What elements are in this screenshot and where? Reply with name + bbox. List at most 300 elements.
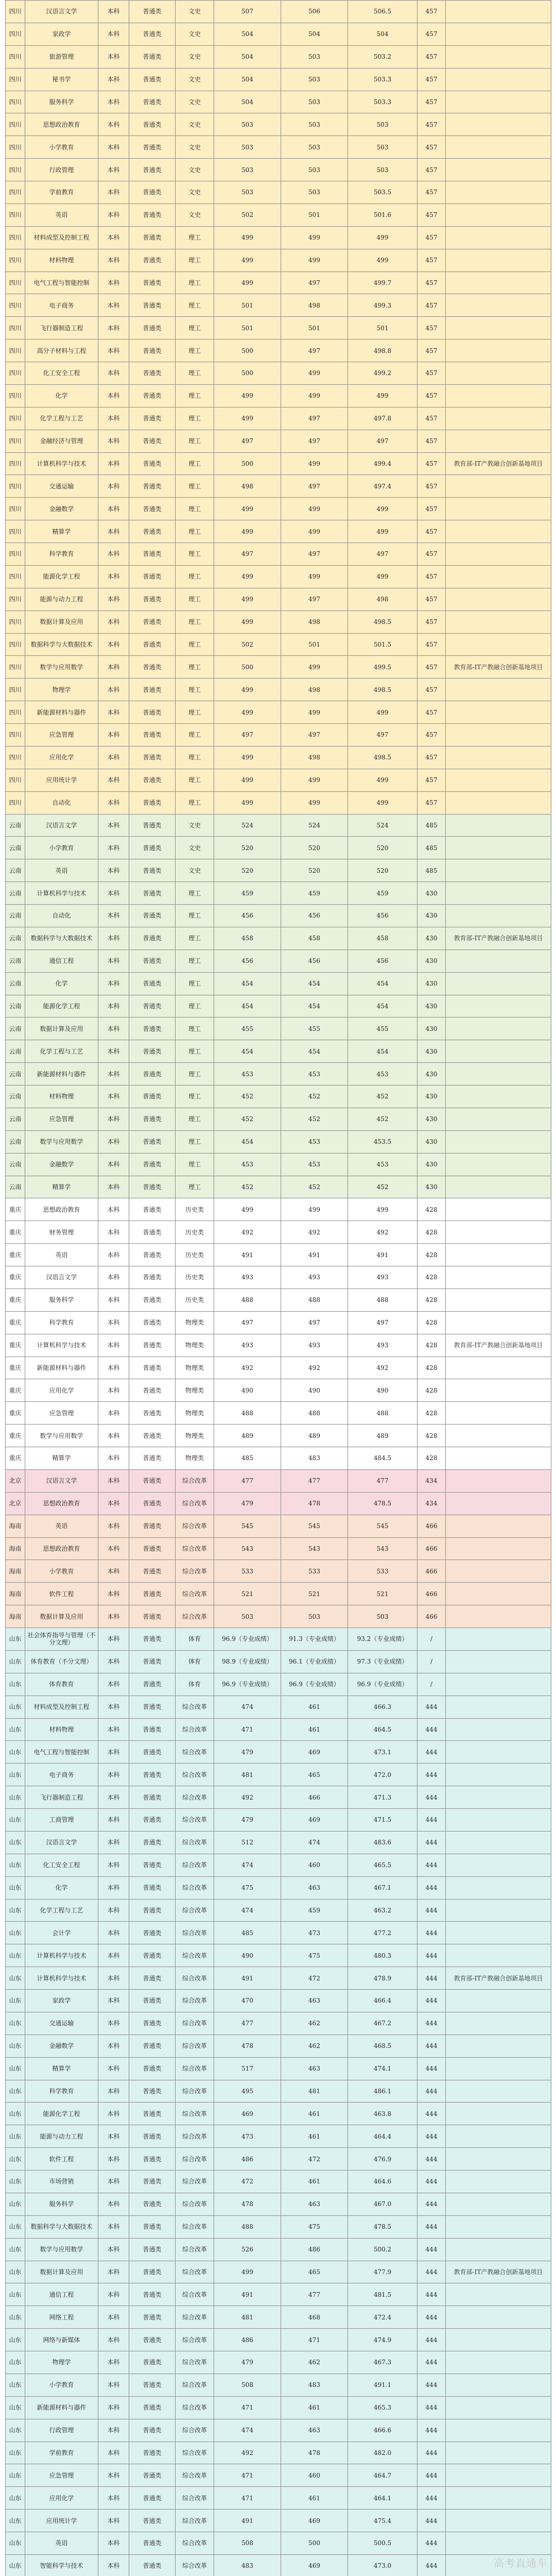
table-row bbox=[6, 1741, 551, 1764]
major-cell: 小学教育 bbox=[25, 1560, 98, 1583]
subject-cell: 综合改革 bbox=[176, 2532, 214, 2555]
major-cell: 工商管理 bbox=[25, 1809, 98, 1832]
type-cell: 普通类 bbox=[129, 1967, 176, 1990]
major-cell: 化工安全工程 bbox=[25, 1854, 98, 1876]
note-cell bbox=[446, 1831, 551, 1854]
control-line-cell: 444 bbox=[418, 2442, 446, 2464]
score-cell-1: 492 bbox=[214, 1786, 281, 1809]
score-cell-1: 486 bbox=[214, 2148, 281, 2171]
table-row bbox=[6, 1153, 551, 1176]
score-cell-3: 499 bbox=[348, 791, 418, 814]
province-cell: 四川 bbox=[6, 45, 25, 68]
score-cell-2: 501 bbox=[281, 317, 348, 340]
table-row bbox=[6, 1854, 551, 1876]
score-cell-2: 499 bbox=[281, 656, 348, 679]
score-cell-2: 503 bbox=[281, 91, 348, 113]
score-cell-2: 498 bbox=[281, 294, 348, 317]
type-cell: 普通类 bbox=[129, 1153, 176, 1176]
subject-cell: 理工 bbox=[176, 565, 214, 588]
table-row bbox=[6, 1425, 551, 1447]
note-cell bbox=[446, 2419, 551, 2442]
major-cell: 学前教育 bbox=[25, 181, 98, 204]
note-cell bbox=[446, 1515, 551, 1537]
note-cell bbox=[446, 91, 551, 113]
table-row bbox=[6, 1447, 551, 1470]
control-line-cell: 444 bbox=[418, 2464, 446, 2487]
type-cell: 普通类 bbox=[129, 2238, 176, 2261]
major-cell: 数据科学与大数据技术 bbox=[25, 633, 98, 656]
subject-cell: 综合改革 bbox=[176, 1876, 214, 1899]
score-cell-1: 499 bbox=[214, 1198, 281, 1221]
score-cell-3: 477 bbox=[348, 1469, 418, 1492]
type-cell: 普通类 bbox=[129, 905, 176, 927]
level-cell: 本科 bbox=[98, 1221, 129, 1244]
table-row bbox=[6, 2080, 551, 2103]
score-cell-3: 492 bbox=[348, 1357, 418, 1379]
score-cell-3: 499.4 bbox=[348, 452, 418, 475]
province-cell: 山东 bbox=[6, 2510, 25, 2532]
score-cell-2: 499 bbox=[281, 498, 348, 520]
note-cell bbox=[446, 611, 551, 633]
control-line-cell: 430 bbox=[418, 927, 446, 950]
province-cell: 四川 bbox=[6, 136, 25, 159]
score-cell-2: 497 bbox=[281, 724, 348, 747]
control-line-cell: 457 bbox=[418, 588, 446, 611]
note-cell bbox=[446, 23, 551, 45]
control-line-cell: 428 bbox=[418, 1221, 446, 1244]
level-cell: 本科 bbox=[98, 1176, 129, 1198]
note-cell bbox=[446, 384, 551, 407]
score-cell-2: 483 bbox=[281, 1447, 348, 1470]
subject-cell: 理工 bbox=[176, 701, 214, 724]
control-line-cell: 457 bbox=[418, 340, 446, 362]
note-cell bbox=[446, 249, 551, 272]
major-cell: 汉语言文学 bbox=[25, 1831, 98, 1854]
major-cell: 小学教育 bbox=[25, 837, 98, 859]
major-cell: 网络工程 bbox=[25, 2306, 98, 2329]
major-cell: 小学教育 bbox=[25, 2374, 98, 2396]
control-line-cell: 457 bbox=[418, 746, 446, 769]
major-cell: 数据科学与大数据技术 bbox=[25, 2215, 98, 2238]
score-cell-2: 474 bbox=[281, 1831, 348, 1854]
major-cell: 电子商务 bbox=[25, 294, 98, 317]
score-cell-1: 499 bbox=[214, 407, 281, 430]
control-line-cell: 457 bbox=[418, 656, 446, 679]
province-cell: 四川 bbox=[6, 452, 25, 475]
score-cell-2: 490 bbox=[281, 1379, 348, 1402]
table-row bbox=[6, 1944, 551, 1967]
control-line-cell: 457 bbox=[418, 294, 446, 317]
type-cell: 普通类 bbox=[129, 2057, 176, 2080]
score-cell-1: 497 bbox=[214, 1311, 281, 1334]
score-cell-3: 504 bbox=[348, 23, 418, 45]
score-cell-1: 452 bbox=[214, 1176, 281, 1198]
province-cell: 四川 bbox=[6, 204, 25, 226]
score-cell-1: 479 bbox=[214, 1809, 281, 1832]
score-cell-3: 467.1 bbox=[348, 1876, 418, 1899]
control-line-cell: 430 bbox=[418, 995, 446, 1018]
province-cell: 山东 bbox=[6, 2057, 25, 2080]
subject-cell: 综合改革 bbox=[176, 1718, 214, 1741]
province-cell: 四川 bbox=[6, 384, 25, 407]
score-cell-2: 503 bbox=[281, 181, 348, 204]
level-cell: 本科 bbox=[98, 588, 129, 611]
table-row bbox=[6, 2442, 551, 2464]
note-cell bbox=[446, 2396, 551, 2419]
type-cell: 普通类 bbox=[129, 656, 176, 679]
note-cell bbox=[446, 1153, 551, 1176]
type-cell: 普通类 bbox=[129, 927, 176, 950]
subject-cell: 综合改革 bbox=[176, 1492, 214, 1515]
level-cell: 本科 bbox=[98, 430, 129, 452]
score-cell-1: 471 bbox=[214, 2464, 281, 2487]
score-cell-1: 471 bbox=[214, 2487, 281, 2510]
score-cell-3: 499.7 bbox=[348, 272, 418, 294]
score-cell-1: 521 bbox=[214, 1583, 281, 1605]
score-cell-1: 499 bbox=[214, 272, 281, 294]
level-cell: 本科 bbox=[98, 859, 129, 882]
score-cell-2: 459 bbox=[281, 1899, 348, 1922]
type-cell: 普通类 bbox=[129, 1809, 176, 1832]
score-cell-3: 498 bbox=[348, 588, 418, 611]
subject-cell: 理工 bbox=[176, 452, 214, 475]
subject-cell: 理工 bbox=[176, 882, 214, 905]
control-line-cell: 444 bbox=[418, 2487, 446, 2510]
score-cell-1: 456 bbox=[214, 950, 281, 972]
score-cell-1: 481 bbox=[214, 2306, 281, 2329]
major-cell: 交通运输 bbox=[25, 475, 98, 498]
note-cell bbox=[446, 791, 551, 814]
type-cell: 普通类 bbox=[129, 2396, 176, 2419]
control-line-cell: 457 bbox=[418, 113, 446, 136]
table-row bbox=[6, 701, 551, 724]
level-cell: 本科 bbox=[98, 1876, 129, 1899]
subject-cell: 理工 bbox=[176, 362, 214, 385]
score-cell-2: 492 bbox=[281, 1221, 348, 1244]
table-row bbox=[6, 1311, 551, 1334]
subject-cell: 综合改革 bbox=[176, 1764, 214, 1786]
province-cell: 山东 bbox=[6, 1831, 25, 1854]
level-cell: 本科 bbox=[98, 1786, 129, 1809]
note-cell bbox=[446, 226, 551, 249]
type-cell: 普通类 bbox=[129, 159, 176, 181]
score-cell-1: 500 bbox=[214, 362, 281, 385]
province-cell: 北京 bbox=[6, 1469, 25, 1492]
major-cell: 小学教育 bbox=[25, 136, 98, 159]
type-cell: 普通类 bbox=[129, 384, 176, 407]
type-cell: 普通类 bbox=[129, 2035, 176, 2057]
score-cell-1: 501 bbox=[214, 294, 281, 317]
table-row bbox=[6, 905, 551, 927]
control-line-cell: 428 bbox=[418, 1402, 446, 1425]
province-cell: 四川 bbox=[6, 294, 25, 317]
province-cell: 山东 bbox=[6, 1650, 25, 1673]
subject-cell: 文史 bbox=[176, 181, 214, 204]
score-cell-3: 503.3 bbox=[348, 68, 418, 91]
level-cell: 本科 bbox=[98, 452, 129, 475]
province-cell: 山东 bbox=[6, 2419, 25, 2442]
major-cell: 科学教育 bbox=[25, 543, 98, 566]
table-row bbox=[6, 611, 551, 633]
table-row bbox=[6, 1, 551, 23]
score-cell-1: 493 bbox=[214, 1266, 281, 1289]
control-line-cell: / bbox=[418, 1673, 446, 1696]
type-cell: 普通类 bbox=[129, 317, 176, 340]
table-row bbox=[6, 1244, 551, 1266]
control-line-cell: 457 bbox=[418, 543, 446, 566]
major-cell: 软件工程 bbox=[25, 1583, 98, 1605]
type-cell: 普通类 bbox=[129, 2329, 176, 2351]
score-cell-1: 486 bbox=[214, 2329, 281, 2351]
province-cell: 山东 bbox=[6, 2554, 25, 2576]
table-row bbox=[6, 1876, 551, 1899]
subject-cell: 综合改革 bbox=[176, 2103, 214, 2125]
type-cell: 普通类 bbox=[129, 2103, 176, 2125]
table-row bbox=[6, 995, 551, 1018]
major-cell: 服务科学 bbox=[25, 91, 98, 113]
subject-cell: 物理类 bbox=[176, 1379, 214, 1402]
level-cell: 本科 bbox=[98, 2057, 129, 2080]
subject-cell: 综合改革 bbox=[176, 1583, 214, 1605]
province-cell: 四川 bbox=[6, 226, 25, 249]
table-row bbox=[6, 1560, 551, 1583]
major-cell: 精算学 bbox=[25, 1176, 98, 1198]
level-cell: 本科 bbox=[98, 701, 129, 724]
subject-cell: 文史 bbox=[176, 91, 214, 113]
control-line-cell: 457 bbox=[418, 384, 446, 407]
note-cell bbox=[446, 498, 551, 520]
level-cell: 本科 bbox=[98, 565, 129, 588]
score-cell-1: 499 bbox=[214, 249, 281, 272]
province-cell: 重庆 bbox=[6, 1221, 25, 1244]
level-cell: 本科 bbox=[98, 905, 129, 927]
subject-cell: 理工 bbox=[176, 249, 214, 272]
table-row bbox=[6, 2554, 551, 2576]
score-cell-1: 517 bbox=[214, 2057, 281, 2080]
table-row bbox=[6, 1515, 551, 1537]
table-row bbox=[6, 2148, 551, 2171]
table-row bbox=[6, 2171, 551, 2193]
score-cell-3: 521 bbox=[348, 1583, 418, 1605]
subject-cell: 物理类 bbox=[176, 1425, 214, 1447]
control-line-cell: 444 bbox=[418, 1696, 446, 1718]
score-cell-3: 498.5 bbox=[348, 746, 418, 769]
major-cell: 化学 bbox=[25, 1876, 98, 1899]
type-cell: 普通类 bbox=[129, 769, 176, 791]
note-cell bbox=[446, 2193, 551, 2215]
control-line-cell: 444 bbox=[418, 1944, 446, 1967]
level-cell: 本科 bbox=[98, 317, 129, 340]
major-cell: 电气工程与智能控制 bbox=[25, 1741, 98, 1764]
control-line-cell: 457 bbox=[418, 769, 446, 791]
type-cell: 普通类 bbox=[129, 1605, 176, 1628]
table-row bbox=[6, 1266, 551, 1289]
score-cell-1: 474 bbox=[214, 1899, 281, 1922]
score-cell-1: 497 bbox=[214, 724, 281, 747]
subject-cell: 综合改革 bbox=[176, 2554, 214, 2576]
score-cell-3: 497 bbox=[348, 724, 418, 747]
major-cell: 财务管理 bbox=[25, 1221, 98, 1244]
subject-cell: 综合改革 bbox=[176, 2215, 214, 2238]
table-row bbox=[6, 769, 551, 791]
note-cell bbox=[446, 407, 551, 430]
level-cell: 本科 bbox=[98, 1357, 129, 1379]
table-row bbox=[6, 384, 551, 407]
type-cell: 普通类 bbox=[129, 1018, 176, 1040]
score-cell-1: 533 bbox=[214, 1560, 281, 1583]
major-cell: 化学 bbox=[25, 972, 98, 995]
control-line-cell: 444 bbox=[418, 1922, 446, 1944]
score-cell-2: 500 bbox=[281, 2532, 348, 2555]
major-cell: 旅游管理 bbox=[25, 45, 98, 68]
score-cell-3: 497.4 bbox=[348, 475, 418, 498]
note-cell bbox=[446, 1605, 551, 1628]
control-line-cell: 428 bbox=[418, 1379, 446, 1402]
score-cell-3: 472.0 bbox=[348, 1764, 418, 1786]
score-cell-3: 497 bbox=[348, 430, 418, 452]
score-cell-3: 455 bbox=[348, 1018, 418, 1040]
score-cell-3: 453 bbox=[348, 1153, 418, 1176]
type-cell: 普通类 bbox=[129, 113, 176, 136]
score-cell-3: 468.5 bbox=[348, 2035, 418, 2057]
level-cell: 本科 bbox=[98, 1334, 129, 1357]
control-line-cell: 457 bbox=[418, 724, 446, 747]
note-cell bbox=[446, 340, 551, 362]
table-row bbox=[6, 430, 551, 452]
score-cell-3: 506.5 bbox=[348, 1, 418, 23]
subject-cell: 综合改革 bbox=[176, 2374, 214, 2396]
score-cell-1: 503 bbox=[214, 181, 281, 204]
score-cell-3: 545 bbox=[348, 1515, 418, 1537]
score-cell-3: 454 bbox=[348, 995, 418, 1018]
type-cell: 普通类 bbox=[129, 1990, 176, 2012]
score-cell-1: 503 bbox=[214, 1605, 281, 1628]
level-cell: 本科 bbox=[98, 2238, 129, 2261]
score-cell-2: 501 bbox=[281, 633, 348, 656]
score-cell-1: 459 bbox=[214, 882, 281, 905]
major-cell: 能源化学工程 bbox=[25, 2103, 98, 2125]
score-cell-2: 462 bbox=[281, 2351, 348, 2374]
control-line-cell: 444 bbox=[418, 2351, 446, 2374]
note-cell bbox=[446, 2035, 551, 2057]
score-cell-3: 472.4 bbox=[348, 2306, 418, 2329]
control-line-cell: 444 bbox=[418, 1899, 446, 1922]
score-cell-3: 533 bbox=[348, 1560, 418, 1583]
province-cell: 山东 bbox=[6, 1854, 25, 1876]
note-cell bbox=[446, 1379, 551, 1402]
province-cell: 山东 bbox=[6, 1899, 25, 1922]
type-cell: 普通类 bbox=[129, 1334, 176, 1357]
province-cell: 四川 bbox=[6, 475, 25, 498]
note-cell bbox=[446, 1086, 551, 1108]
score-cell-1: 478 bbox=[214, 2035, 281, 2057]
subject-cell: 体育 bbox=[176, 1628, 214, 1651]
table-row bbox=[6, 2261, 551, 2283]
table-row bbox=[6, 679, 551, 701]
score-cell-2: 492 bbox=[281, 1357, 348, 1379]
score-cell-2: 454 bbox=[281, 1040, 348, 1063]
score-cell-2: 452 bbox=[281, 1086, 348, 1108]
score-cell-1: 485 bbox=[214, 1922, 281, 1944]
subject-cell: 综合改革 bbox=[176, 2057, 214, 2080]
note-cell: 教育部-IT产教融合创新基地项目 bbox=[446, 1967, 551, 1990]
score-cell-2: 499 bbox=[281, 565, 348, 588]
score-cell-1: 543 bbox=[214, 1537, 281, 1560]
score-cell-1: 520 bbox=[214, 859, 281, 882]
subject-cell: 综合改革 bbox=[176, 1854, 214, 1876]
table-row bbox=[6, 1063, 551, 1086]
major-cell: 计算机科学与技术 bbox=[25, 452, 98, 475]
score-cell-2: 493 bbox=[281, 1334, 348, 1357]
province-cell: 四川 bbox=[6, 317, 25, 340]
subject-cell: 综合改革 bbox=[176, 2396, 214, 2419]
subject-cell: 理工 bbox=[176, 498, 214, 520]
province-cell: 云南 bbox=[6, 882, 25, 905]
table-row bbox=[6, 927, 551, 950]
score-cell-2: 469 bbox=[281, 2510, 348, 2532]
major-cell: 数据计算及应用 bbox=[25, 611, 98, 633]
level-cell: 本科 bbox=[98, 1537, 129, 1560]
table-row bbox=[6, 1628, 551, 1651]
table-row bbox=[6, 272, 551, 294]
control-line-cell: 444 bbox=[418, 2283, 446, 2306]
table-row bbox=[6, 317, 551, 340]
table-row bbox=[6, 1764, 551, 1786]
level-cell: 本科 bbox=[98, 1809, 129, 1832]
control-line-cell: 444 bbox=[418, 2306, 446, 2329]
major-cell: 数学与应用数学 bbox=[25, 1130, 98, 1153]
score-cell-1: 491 bbox=[214, 1967, 281, 1990]
score-cell-2: 463 bbox=[281, 1990, 348, 2012]
score-cell-2: 473 bbox=[281, 1922, 348, 1944]
subject-cell: 物理类 bbox=[176, 1311, 214, 1334]
level-cell: 本科 bbox=[98, 204, 129, 226]
subject-cell: 综合改革 bbox=[176, 1537, 214, 1560]
type-cell: 普通类 bbox=[129, 1650, 176, 1673]
type-cell: 普通类 bbox=[129, 1244, 176, 1266]
note-cell bbox=[446, 701, 551, 724]
score-cell-1: 454 bbox=[214, 972, 281, 995]
table-row bbox=[6, 2374, 551, 2396]
level-cell: 本科 bbox=[98, 520, 129, 543]
type-cell: 普通类 bbox=[129, 520, 176, 543]
province-cell: 四川 bbox=[6, 746, 25, 769]
score-cell-1: 469 bbox=[214, 2103, 281, 2125]
score-cell-2: 91.3（专业成绩） bbox=[281, 1628, 348, 1651]
note-cell bbox=[446, 1266, 551, 1289]
subject-cell: 综合改革 bbox=[176, 2464, 214, 2487]
control-line-cell: 466 bbox=[418, 1515, 446, 1537]
major-cell: 化学工程与工艺 bbox=[25, 1899, 98, 1922]
level-cell: 本科 bbox=[98, 2125, 129, 2148]
control-line-cell: 485 bbox=[418, 859, 446, 882]
score-cell-3: 467.2 bbox=[348, 2012, 418, 2035]
province-cell: 山东 bbox=[6, 2374, 25, 2396]
level-cell: 本科 bbox=[98, 1515, 129, 1537]
table-row bbox=[6, 1018, 551, 1040]
type-cell: 普通类 bbox=[129, 1899, 176, 1922]
subject-cell: 文史 bbox=[176, 814, 214, 837]
table-row bbox=[6, 181, 551, 204]
score-cell-2: 481 bbox=[281, 2080, 348, 2103]
province-cell: 四川 bbox=[6, 249, 25, 272]
score-cell-2: 499 bbox=[281, 226, 348, 249]
score-cell-1: 499 bbox=[214, 520, 281, 543]
province-cell: 山东 bbox=[6, 2215, 25, 2238]
score-cell-1: 483 bbox=[214, 2554, 281, 2576]
score-cell-2: 497 bbox=[281, 475, 348, 498]
province-cell: 山东 bbox=[6, 2148, 25, 2171]
